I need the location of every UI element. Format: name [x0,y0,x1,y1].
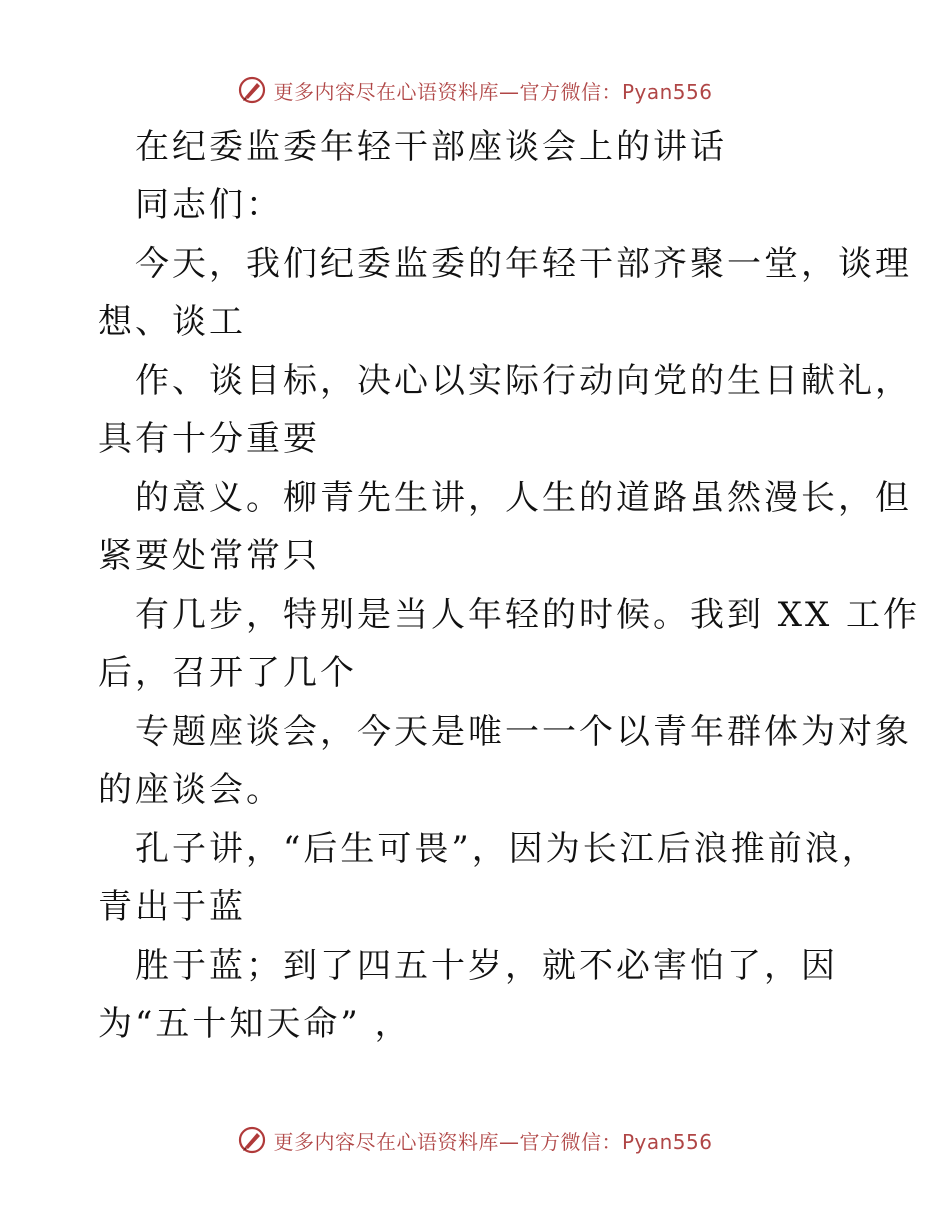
paragraph-line: 胜于蓝；到了四五十岁，就不必害怕了，因 [135,946,838,986]
paragraph-line: 的座谈会。 [98,770,283,810]
paragraph-line: 想、谈工 [98,302,246,342]
paragraph-line: 有几步，特别是当人年轻的时候。我到 XX 工作 [135,595,921,635]
paragraph-line: 具有十分重要 [98,419,320,459]
footer-watermark-text: 更多内容尽在心语资料库—官方微信：Pyan556 [273,1129,713,1154]
paragraph-line: 孔子讲，“后生可畏”，因为长江后浪推前浪， [135,829,879,869]
footer-watermark-banner [0,1120,950,1160]
pen-logo-icon [237,75,267,105]
paragraph-line: 青出于蓝 [98,887,246,927]
paragraph-line: 的意义。柳青先生讲，人生的道路虽然漫长，但 [135,478,912,518]
header-watermark-banner [0,70,950,110]
paragraph-line: 今天，我们纪委监委的年轻干部齐聚一堂，谈理 [135,244,912,284]
paragraph-line: 作、谈目标，决心以实际行动向党的生日献礼， [135,361,912,401]
paragraph-line: 紧要处常常只 [98,536,320,576]
salutation: 同志们： [135,185,283,225]
paragraph-line: 后，召开了几个 [98,653,357,693]
document-title: 在纪委监委年轻干部座谈会上的讲话 [135,127,727,167]
header-watermark-text: 更多内容尽在心语资料库—官方微信：Pyan556 [273,79,713,104]
paragraph-line: 为“五十知天命” ， [98,1004,412,1044]
pen-logo-icon [237,1125,267,1155]
paragraph-line: 专题座谈会，今天是唯一一个以青年群体为对象 [135,712,912,752]
